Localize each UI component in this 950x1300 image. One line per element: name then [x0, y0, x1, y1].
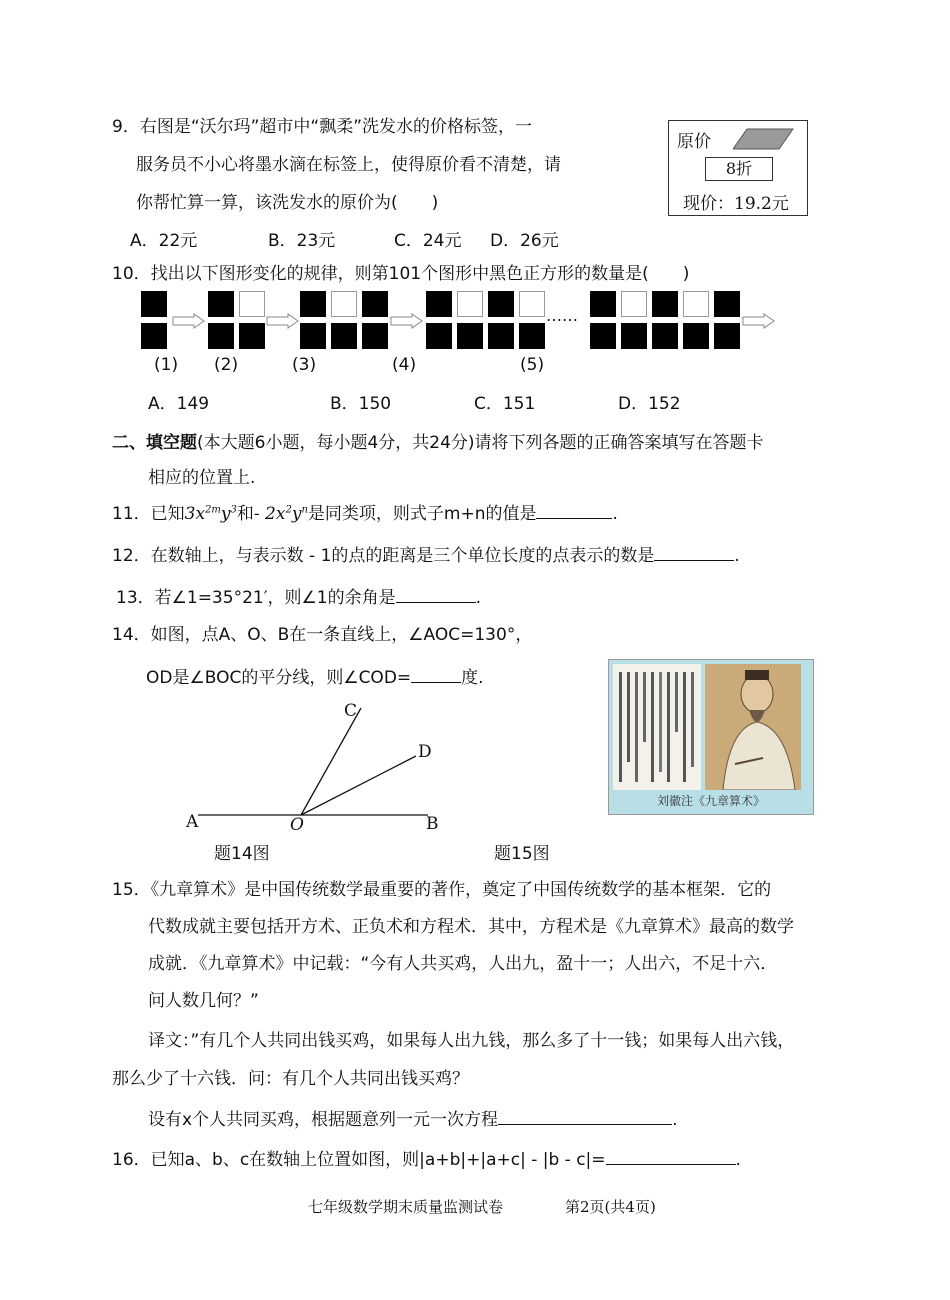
q12-text: 12．在数轴上，与表示数 - 1的点的距离是三个单位长度的点表示的数是 [112, 546, 655, 566]
right-arrow-icon [172, 313, 206, 329]
q15-line7-text: 设有x个人共同买鸡，根据题意列一元一次方程 [148, 1110, 499, 1130]
q11-term1: $3x^{2m}y^3$ [184, 504, 237, 524]
q10-option-a: A．149 [148, 394, 210, 414]
q15-line7 [148, 1105, 677, 1130]
black-square [141, 323, 167, 349]
q11-end: . [612, 504, 618, 524]
q11-answer-blank[interactable] [536, 502, 612, 519]
liuhui-portrait [705, 664, 801, 790]
black-square [714, 323, 740, 349]
q11-mid: 和 [236, 504, 254, 524]
q15-line4: 问人数几何？” [148, 991, 259, 1011]
q11 [112, 499, 618, 524]
q14-answer-blank[interactable] [411, 666, 461, 683]
point-o-label: O [290, 815, 304, 835]
q16-answer-blank[interactable] [606, 1148, 736, 1165]
point-b-label: B [426, 814, 439, 834]
q9-option-a: A．22元 [130, 231, 198, 251]
q9-line1: 9．右图是“沃尔玛”超市中“飘柔”洗发水的价格标签，一 [112, 117, 533, 137]
jiuzhang-picture [608, 659, 814, 815]
black-square [362, 291, 388, 317]
q15-end: . [672, 1110, 678, 1130]
black-square [426, 291, 452, 317]
q10-option-c: C．151 [474, 394, 536, 414]
q9-line2: 服务员不小心将墨水滴在标签上，使得原价看不清楚，请 [136, 155, 561, 175]
q10-label-2: (2) [214, 355, 239, 375]
black-square [239, 323, 265, 349]
right-arrow-icon [742, 313, 776, 329]
black-square [714, 291, 740, 317]
black-square [208, 291, 234, 317]
q10-label-1: (1) [154, 355, 179, 375]
q14-line2a: OD是∠BOC的平分线，则∠COD= [146, 668, 412, 688]
footer-title: 七年级数学期末质量监测试卷 [308, 1198, 504, 1216]
price-tag-original-label: 原价 [677, 132, 711, 152]
black-square [300, 291, 326, 317]
q12-end: . [734, 546, 740, 566]
q16 [112, 1145, 741, 1170]
black-square [652, 291, 678, 317]
q10-option-d: D．152 [618, 394, 681, 414]
q10-pattern [0, 0, 950, 360]
q15-line6: 那么少了十六钱．问：有几个人共同出钱买鸡？ [112, 1069, 469, 1089]
white-square [457, 291, 483, 317]
black-square [621, 323, 647, 349]
black-square [652, 323, 678, 349]
black-square [426, 323, 452, 349]
section2-title: 二、填空题 [112, 433, 197, 453]
price-tag-current: 现价：19.2元 [683, 194, 789, 214]
q14-caption: 题14图 [214, 844, 270, 864]
q11-term2: - $2x^2y^n$ [253, 504, 308, 524]
picture-caption: 刘徽注《九章算术》 [656, 794, 765, 808]
black-square [590, 291, 616, 317]
white-square [621, 291, 647, 317]
scholar-figure [705, 664, 801, 790]
q14-line2 [146, 663, 484, 688]
q10-option-b: B．150 [330, 394, 392, 414]
q15-line3: 成就．《九章算术》中记载：“今有人共买鸡，人出九，盈十一；人出六，不足十六． [148, 954, 778, 974]
q11-post: 是同类项，则式子m+n的值是 [307, 504, 537, 524]
black-square [362, 323, 388, 349]
black-square [457, 323, 483, 349]
book-text-columns [613, 664, 701, 790]
black-square [331, 323, 357, 349]
q9-option-d: D．26元 [490, 231, 559, 251]
q16-text: 16．已知a、b、c在数轴上位置如图，则|a+b|+|a+c| - |b - c|= [112, 1150, 606, 1170]
q10-label-4: (4) [392, 355, 417, 375]
q13-text: 13．若∠1=35°21′，则∠1的余角是 [116, 588, 396, 608]
white-square [239, 291, 265, 317]
section2-desc2: 相应的位置上. [148, 468, 256, 488]
q14-line1: 14．如图，点A、O、B在一条直线上，∠AOC=130°， [112, 625, 533, 645]
right-arrow-icon [266, 313, 300, 329]
q10-label-3: (3) [292, 355, 317, 375]
q10-label-5: (5) [520, 355, 545, 375]
q13 [116, 583, 481, 608]
q14-line2b: 度. [461, 668, 484, 688]
q10-ellipsis: …… [546, 306, 578, 325]
q10-stem: 10．找出以下图形变化的规律，则第101个图形中黑色正方形的数量是( ) [112, 264, 690, 284]
q11-pre: 11．已知 [112, 504, 185, 524]
section2-header [112, 428, 764, 453]
q15-answer-blank[interactable] [498, 1108, 672, 1125]
q15-line5: 译文：”有几个人共同出钱买鸡，如果每人出九钱，那么多了十一钱；如果每人出六钱， [148, 1031, 795, 1051]
price-tag-discount: 8折 [705, 157, 773, 181]
point-c-label: C [344, 701, 358, 721]
book-page-image [613, 664, 701, 790]
q16-end: . [735, 1150, 741, 1170]
black-square [208, 323, 234, 349]
q12-answer-blank[interactable] [654, 544, 734, 561]
q9-option-c: C．24元 [394, 231, 462, 251]
section2-desc: (本大题6小题，每小题4分，共24分)请将下列各题的正确答案填写在答题卡 [197, 433, 764, 453]
q13-end: . [475, 588, 482, 608]
q9-option-b: B．23元 [268, 231, 336, 251]
black-square [300, 323, 326, 349]
right-arrow-icon [390, 313, 424, 329]
black-square [488, 291, 514, 317]
q14-figure [180, 700, 460, 840]
q9-line3: 你帮忙算一算，该洗发水的原价为( ) [136, 193, 439, 213]
black-square [683, 323, 709, 349]
q15-line1: 15．《九章算术》是中国传统数学最重要的著作，奠定了中国传统数学的基本框架．它的 [112, 880, 772, 900]
q15-line2: 代数成就主要包括开方术、正负术和方程术．其中，方程术是《九章算术》最高的数学 [148, 917, 794, 937]
white-square [331, 291, 357, 317]
black-square [488, 323, 514, 349]
black-square [141, 291, 167, 317]
q15-caption: 题15图 [494, 844, 550, 864]
black-square [519, 323, 545, 349]
point-d-label: D [418, 742, 432, 762]
white-square [519, 291, 545, 317]
black-square [590, 323, 616, 349]
q12 [112, 541, 740, 566]
point-a-label: A [186, 812, 199, 832]
white-square [683, 291, 709, 317]
footer-page: 第2页(共4页) [565, 1198, 656, 1216]
q13-answer-blank[interactable] [396, 586, 476, 603]
